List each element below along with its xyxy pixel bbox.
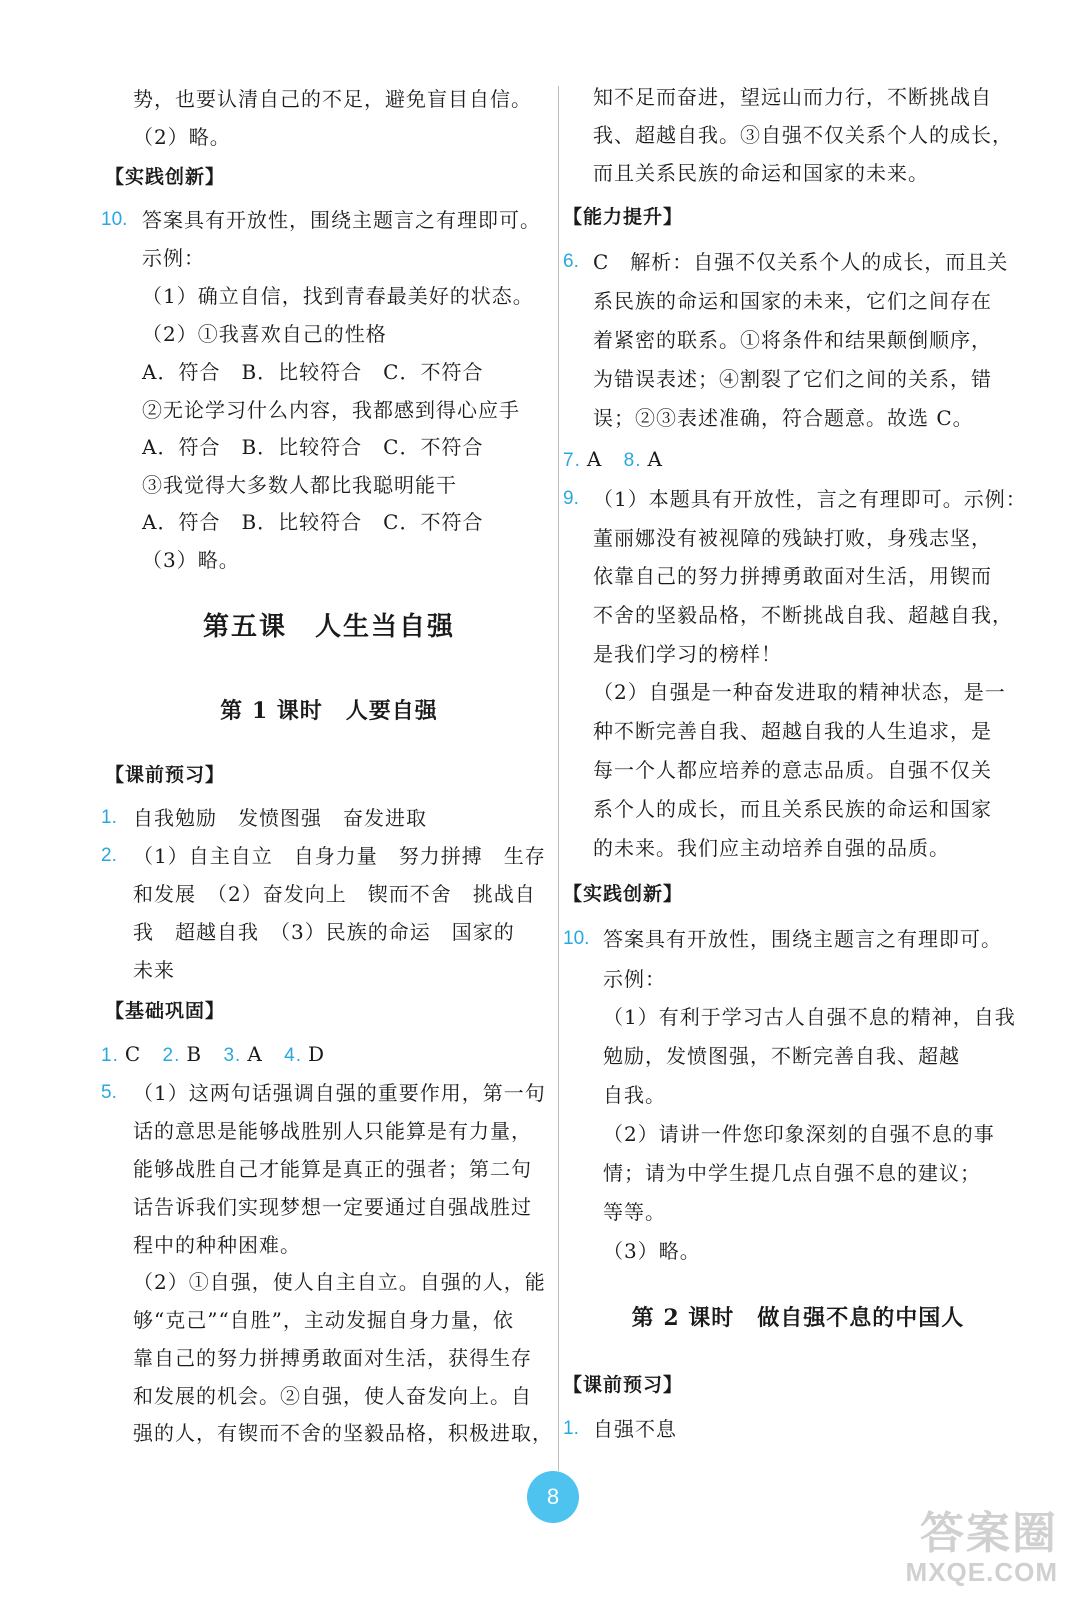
text-line: （1）自主自立 自身力量 努力拼搏 生存 [133, 844, 546, 868]
period-title: 第 1 课时 人要自强 [220, 698, 438, 724]
question-number: 2. [162, 1045, 181, 1066]
text-line: ②无论学习什么内容，我都感到得心应手 [142, 398, 520, 422]
text-line: 而且关系民族的命运和国家的未来。 [593, 161, 929, 185]
section-heading-practice: 【实践创新】 [105, 167, 226, 188]
section-heading-preview: 【课前预习】 [563, 1375, 684, 1396]
text-line: 程中的种种困难。 [133, 1233, 301, 1257]
watermark-url: MXQE.COM [905, 1557, 1058, 1587]
text-line: （2）请讲一件您印象深刻的自强不息的事 [603, 1122, 995, 1146]
text-line: 系民族的命运和国家的未来，它们之间存在 [593, 289, 992, 313]
text-line: 靠自己的努力拼搏勇敢面对生活，获得生存 [133, 1346, 532, 1370]
text-line: 误；②③表述准确，符合题意。故选 C。 [593, 406, 974, 430]
text-line: （3）略。 [603, 1239, 701, 1263]
answer-row [563, 446, 663, 474]
text-line: 的未来。我们应主动培养自强的品质。 [593, 836, 950, 860]
text-line: 是我们学习的榜样！ [593, 642, 782, 666]
watermark-logo [906, 1510, 1058, 1586]
text-line: 不舍的坚毅品格，不断挑战自我、超越自我， [593, 603, 1013, 627]
text-line: 答案具有开放性，围绕主题言之有理即可。 [142, 208, 541, 232]
question-number: 5. [101, 1082, 117, 1103]
text-line: 每一个人都应培养的意志品质。自强不仅关 [593, 758, 992, 782]
question-number: 2. [101, 845, 117, 866]
question-number: 6. [563, 251, 579, 272]
text-line: 我、超越自我。③自强不仅关系个人的成长， [593, 123, 1013, 147]
answer: A [247, 1042, 263, 1066]
text-line: ③我觉得大多数人都比我聪明能干 [142, 473, 457, 497]
text-line: （2）①我喜欢自己的性格 [142, 322, 387, 346]
answer: A [647, 447, 663, 471]
answer: D [307, 1042, 326, 1066]
text-line: 答案具有开放性，围绕主题言之有理即可。 [603, 927, 1002, 951]
answer: B [186, 1042, 203, 1066]
section-heading-basic: 【基础巩固】 [105, 1001, 226, 1022]
text-line: 勉励，发愤图强，不断完善自我、超越 [603, 1044, 960, 1068]
text-line: 未来 [133, 958, 175, 982]
text-line: 情；请为中学生提几点自强不息的建议； [603, 1161, 981, 1185]
text-line: 话的意思是能够战胜别人只能算是有力量， [133, 1119, 532, 1143]
answer: A [586, 447, 603, 471]
text-line: （2）①自强，使人自主自立。自强的人，能 [133, 1270, 546, 1294]
text-line: 系个人的成长，而且关系民族的命运和国家 [593, 797, 992, 821]
text-line: 知不足而奋进，望远山而力行，不断挑战自 [593, 85, 992, 109]
answer-row [101, 1041, 325, 1069]
text-line: 够“克己”“自胜”，主动发掘自身力量，依 [133, 1308, 514, 1332]
question-number: 7. [563, 450, 581, 471]
text-line: 和发展 （2）奋发向上 锲而不舍 挑战自 [133, 882, 536, 906]
text-line: 为错误表述；④割裂了它们之间的关系，错 [593, 367, 992, 391]
text-line: （1）有利于学习古人自强不息的精神，自我 [603, 1005, 1016, 1029]
text-line: A．符合 B．比较符合 C．不符合 [142, 510, 484, 534]
text-line: 种不断完善自我、超越自我的人生追求，是 [593, 719, 992, 743]
text-line: 等等。 [603, 1200, 666, 1224]
text-line: 自强不息 [593, 1417, 677, 1441]
lesson-title: 第五课 人生当自强 [202, 612, 455, 642]
text-line: 示例： [142, 246, 205, 270]
text-line: C 解析：自强不仅关系个人的成长，而且关 [593, 250, 1009, 274]
period-title: 第 2 课时 做自强不息的中国人 [631, 1305, 965, 1331]
question-number: 3. [223, 1045, 242, 1066]
watermark-text: 答案圈 [920, 1509, 1058, 1558]
text-line: （1）本题具有开放性，言之有理即可。示例： [593, 487, 1027, 511]
question-number: 10. [563, 928, 590, 949]
question-number: 1. [101, 1045, 119, 1066]
text-line: 自我勉励 发愤图强 奋发进取 [133, 806, 427, 830]
text-line: （2）自强是一种奋发进取的精神状态，是一 [593, 680, 1006, 704]
text-line: 我 超越自我 （3）民族的命运 国家的 [133, 920, 515, 944]
text-line: 势，也要认清自己的不足，避免盲目自信。 [133, 87, 532, 111]
text-line: 能够战胜自己才能算是真正的强者；第二句 [133, 1157, 532, 1181]
question-number: 4. [284, 1045, 302, 1066]
section-heading-practice: 【实践创新】 [563, 884, 684, 905]
text-line: 依靠自己的努力拼搏勇敢面对生活，用锲而 [593, 564, 992, 588]
text-line: A．符合 B．比较符合 C．不符合 [142, 360, 484, 384]
question-number: 8. [623, 450, 642, 471]
text-line: 董丽娜没有被视障的残缺打败，身残志坚， [593, 526, 992, 550]
text-line: （1）确立自信，找到青春最美好的状态。 [142, 284, 534, 308]
text-line: 着紧密的联系。①将条件和结果颠倒顺序， [593, 328, 992, 352]
question-number: 10. [101, 209, 128, 230]
answer: C [124, 1042, 142, 1066]
section-heading-ability: 【能力提升】 [563, 207, 684, 228]
text-line: （1）这两句话强调自强的重要作用，第一句 [133, 1081, 546, 1105]
text-line: 话告诉我们实现梦想一定要通过自强战胜过 [133, 1195, 532, 1219]
text-line: 和发展的机会。②自强，使人奋发向上。自 [133, 1384, 532, 1408]
text-line: 示例： [603, 967, 666, 991]
text-line: 自我。 [603, 1083, 666, 1107]
question-number: 1. [563, 1418, 579, 1439]
column-divider [558, 86, 559, 1471]
text-line: 强的人，有锲而不舍的坚毅品格，积极进取， [133, 1421, 553, 1445]
text-line: （3）略。 [142, 548, 240, 572]
section-heading-preview: 【课前预习】 [105, 765, 226, 786]
page-number-badge: 8 [527, 1471, 579, 1523]
text-line: A．符合 B．比较符合 C．不符合 [142, 435, 484, 459]
question-number: 9. [563, 488, 579, 509]
text-line: （2）略。 [133, 125, 231, 149]
question-number: 1. [101, 807, 117, 828]
